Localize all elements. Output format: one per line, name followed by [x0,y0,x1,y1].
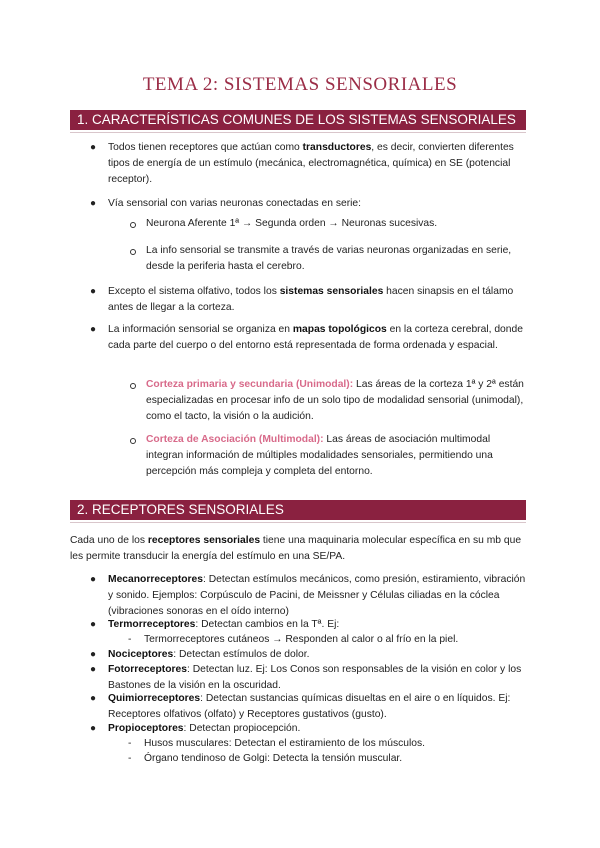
list-item: Vía sensorial con varias neuronas conectadas en serie: [108,198,361,209]
bullet-icon: ● [90,693,97,704]
bullet-icon: ● [90,574,97,585]
list-item: Termorreceptores cutáneos → Responden al calor o al frío en la piel. [144,634,459,645]
bullet-icon: ● [90,723,97,734]
bullet-icon: ● [90,198,97,209]
divider [70,522,526,523]
bullet-icon: ● [90,619,97,630]
bullet-icon: ● [90,286,97,297]
list-item: Nociceptores: Detectan estímulos de dolor. [108,649,310,660]
dash-bullet-icon: - [128,634,132,645]
list-item: Excepto el sistema olfativo, todos los sistemas sensoriales hacen sinapsis en el tálamo antes de llegar a la corteza. [108,286,514,313]
list-item: Corteza de Asociación (Multimodal): Las áreas de asociación multimodal integran información de múltiples modalidades sensoriales, permitiendo una percepción más compleja y completa del entorno. [146,434,493,477]
page-title: TEMA 2: SISTEMAS SENSORIALES [142,74,458,95]
bullet-icon: ● [90,142,97,153]
list-item: Neurona Aferente 1ª → Segunda orden → Neuronas sucesivas. [146,218,438,229]
bullet-icon: ● [90,324,97,335]
list-item: Quimiorreceptores: Detectan sustancias químicas disueltas en el aire o en líquidos. Ej: Receptores olfativos (olfato) y Receptores gustativos (gusto). [108,693,511,720]
list-item: Fotorreceptores: Detectan luz. Ej: Los Conos son responsables de la visión en color y los Bastones de la visión en la oscuridad. [108,664,522,691]
list-item: Todos tienen receptores que actúan como transductores, es decir, convierten diferentes tipos de energía de un estímulo (mecánica, electromagnética, química) en SE (potencial receptor). [108,142,514,185]
list-item: La info sensorial se transmite a través de varias neuronas organizadas en serie, desde la periferia hasta el cerebro. [146,245,512,272]
circle-bullet-icon [130,249,136,255]
bullet-icon: ● [90,664,97,675]
intro-paragraph: Cada uno de los receptores sensoriales tiene una maquinaria molecular específica en su mb que les permite transducir la energía del estímulo en una SE/PA. [70,535,522,562]
list-item: Propioceptores: Detectan propiocepción. [108,723,301,734]
list-item: Termorreceptores: Detectan cambios en la Tª. Ej: [108,619,340,630]
dash-bullet-icon: - [128,738,132,749]
list-item: Mecanorreceptores: Detectan estímulos mecánicos, como presión, estiramiento, vibración y sonido. Ejemplos: Corpúsculo de Pacini, de Meissner y Células ciliadas en la cóclea (vibraciones sonoras en el oído interno) [108,574,526,617]
dash-bullet-icon: - [128,753,132,764]
bullet-icon: ● [90,649,97,660]
divider [70,132,526,133]
list-item: Corteza primaria y secundaria (Unimodal): Las áreas de la corteza 1ª y 2ª están especializadas en procesar info de un solo tipo de modalidad sensorial (unimodal), como el tacto, la visión o la audición. [146,379,524,422]
circle-bullet-icon [130,383,136,389]
list-item: La información sensorial se organiza en mapas topológicos en la corteza cerebral, donde cada parte del cuerpo o del entorno está representada de forma ordenada y espacial. [108,324,523,351]
section-2-heading: 2. RECEPTORES SENSORIALES [70,500,526,520]
circle-bullet-icon [130,438,136,444]
list-item: Órgano tendinoso de Golgi: Detecta la tensión muscular. [144,753,403,764]
section-1-heading: 1. CARACTERÍSTICAS COMUNES DE LOS SISTEMAS SENSORIALES [70,110,526,130]
list-item: Husos musculares: Detectan el estiramiento de los músculos. [144,738,425,749]
circle-bullet-icon [130,222,136,228]
